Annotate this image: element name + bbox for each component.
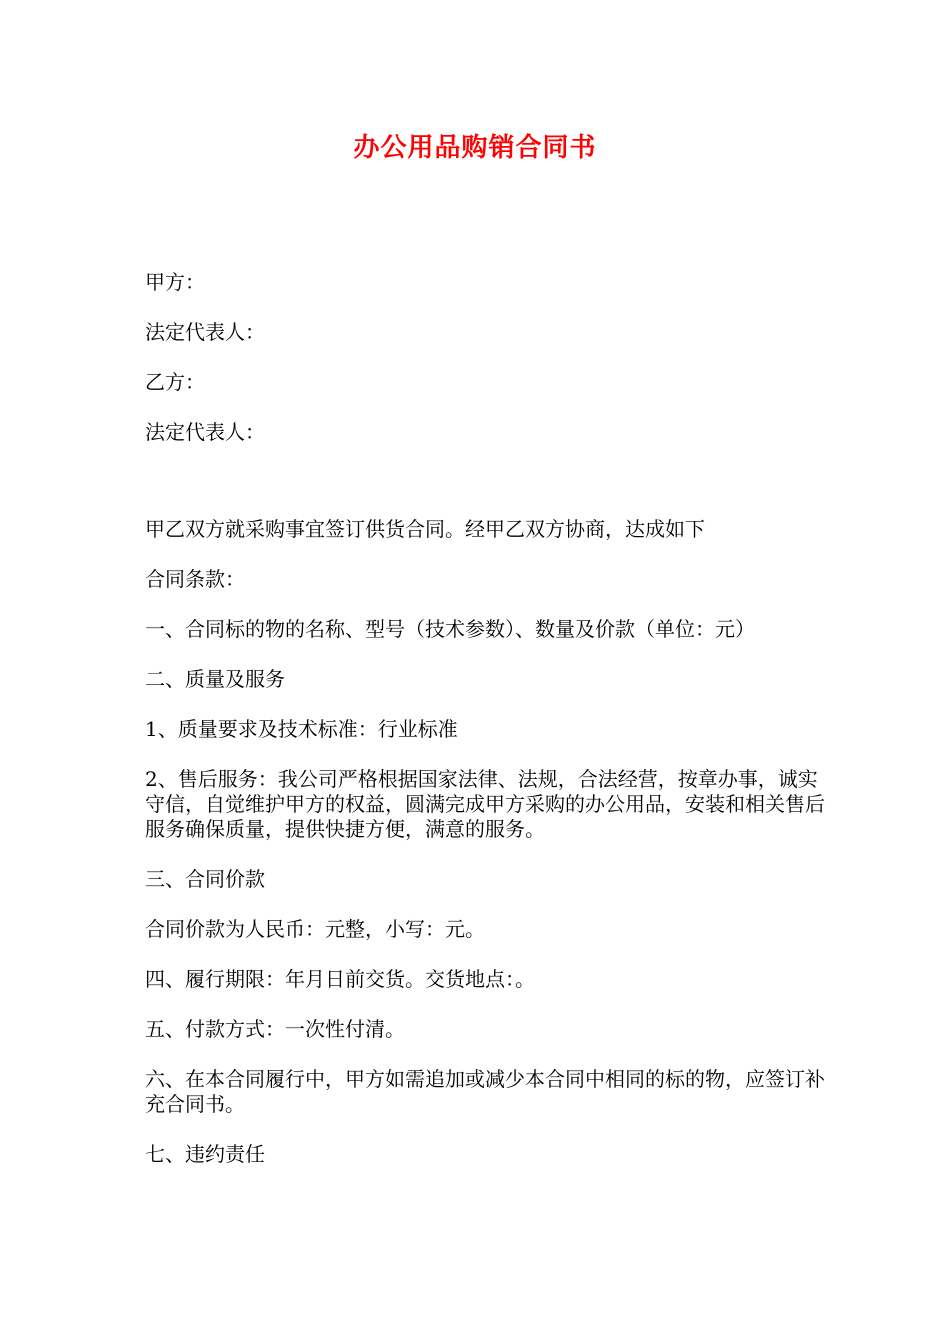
party-a-line: 甲方： — [145, 270, 205, 294]
clause-1-heading: 一、合同标的物的名称、型号（技术参数）、数量及价款（单位：元） — [145, 617, 755, 641]
party-a-representative-line: 法定代表人： — [145, 320, 265, 344]
clause-2-heading: 二、质量及服务 — [145, 667, 285, 691]
document-title: 办公用品购销合同书 — [353, 133, 597, 163]
clause-4: 四、履行期限：年月日前交货。交货地点：。 — [145, 967, 535, 991]
clause-3-heading: 三、合同价款 — [145, 867, 265, 891]
clause-2-item-2: 2、售后服务：我公司严格根据国家法律、法规，合法经营，按章办事，诚实守信，自觉维护甲方的权益，圆满完成甲方采购的办公用品，安装和相关售后服务确保质量，提供快捷方便，满意的服务。 — [145, 767, 825, 841]
intro-paragraph: 甲乙双方就采购事宜签订供货合同。经甲乙双方协商，达成如下 — [145, 517, 705, 541]
clause-6: 六、在本合同履行中，甲方如需追加或减少本合同中相同的标的物，应签订补充合同书。 — [145, 1067, 825, 1116]
terms-heading: 合同条款： — [145, 567, 245, 591]
clause-5: 五、付款方式：一次性付清。 — [145, 1017, 405, 1041]
clause-7-heading: 七、违约责任 — [145, 1142, 265, 1166]
party-b-representative-line: 法定代表人： — [145, 420, 265, 444]
clause-3-body: 合同价款为人民币：元整，小写：元。 — [145, 917, 485, 941]
document-body — [145, 270, 835, 1167]
party-b-line: 乙方： — [145, 370, 205, 394]
clause-2-item-1: 1、质量要求及技术标准：行业标准 — [145, 717, 458, 741]
